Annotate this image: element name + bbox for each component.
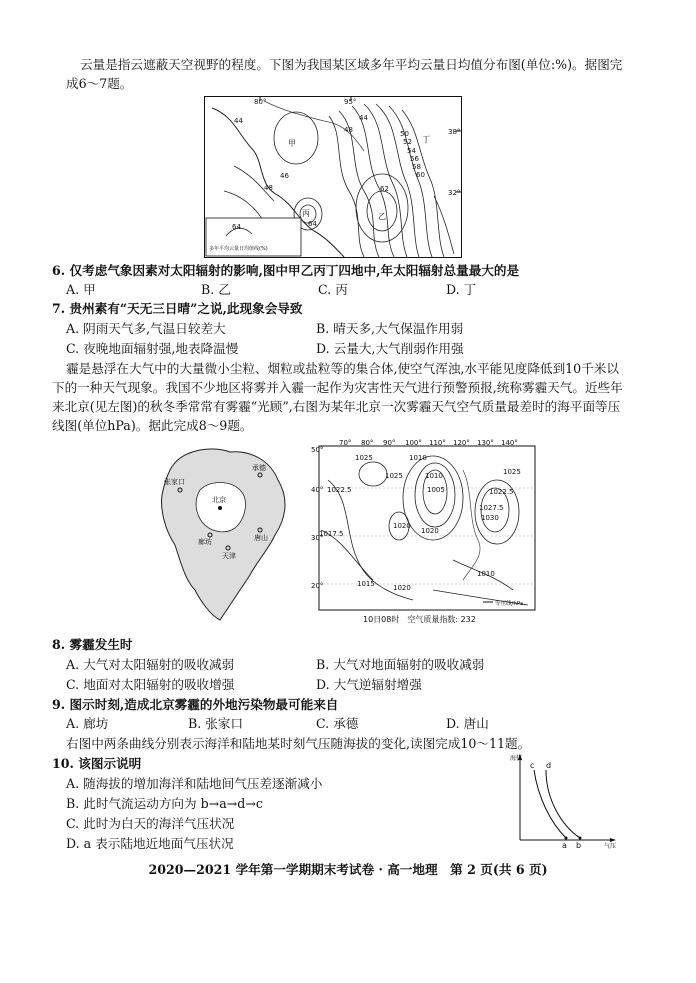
- isobar-label: 1005: [427, 486, 445, 494]
- city-tangshan: 唐山: [254, 534, 268, 542]
- graph-xlabel: 气压: [604, 843, 617, 850]
- q6-option-a[interactable]: A. 甲: [66, 282, 96, 297]
- cloud-cover-map: [204, 96, 462, 258]
- lat-label: 20°: [311, 582, 324, 590]
- q9-option-d[interactable]: D. 唐山: [446, 716, 489, 731]
- place-yi: 乙: [378, 212, 386, 221]
- isoline-label: 58: [412, 163, 421, 171]
- isoline-label: 44: [234, 117, 243, 125]
- isoline-label: 62: [380, 185, 389, 193]
- curve-label-d: d: [546, 761, 552, 770]
- q9-option-c[interactable]: C. 承德: [316, 716, 359, 731]
- isobar-label: 1025: [503, 468, 521, 476]
- place-bing: 丙: [302, 209, 310, 218]
- q8-option-c[interactable]: C. 地面对太阳辐射的吸收增强: [66, 677, 235, 692]
- isobar-label: 1025: [385, 472, 403, 480]
- q6-option-c[interactable]: C. 丙: [318, 282, 348, 297]
- isoline-label: 60: [416, 171, 425, 179]
- isobar-label: 1022.5: [327, 486, 352, 494]
- map-caption: 10日08时 空气质量指数: 232: [363, 615, 476, 624]
- isobar-label: 1010: [477, 570, 495, 578]
- q7-option-d[interactable]: D. 云量大,大气削弱作用强: [316, 341, 464, 356]
- lon-label: 80°: [361, 439, 374, 447]
- q7-option-a[interactable]: A. 阴雨天气多,气温日较差大: [66, 321, 226, 336]
- q7-option-b[interactable]: B. 晴天多,大气保温作用弱: [316, 321, 464, 336]
- city-zhangjiakou: 张家口: [164, 478, 185, 486]
- city-tianjin: 天津: [222, 552, 236, 560]
- lon-label: 140°: [501, 439, 518, 447]
- q6-option-b[interactable]: B. 乙: [201, 282, 231, 297]
- isobar-label: 1015: [357, 580, 375, 588]
- isoline-label: 52: [403, 138, 412, 146]
- q7-option-c[interactable]: C. 夜晚地面辐射强,地表降温慢: [66, 341, 239, 356]
- q6-option-d[interactable]: D. 丁: [446, 282, 477, 297]
- graph-ylabel: 海拔: [510, 755, 523, 762]
- isobar-label: 1010: [409, 454, 427, 462]
- page-footer: 2020—2021 学年第一学期期末考试卷 · 高一地理 第 2 页(共 6 页): [148, 862, 548, 877]
- q8-option-b[interactable]: B. 大气对地面辐射的吸收减弱: [316, 657, 485, 672]
- pressure-altitude-graph: [510, 752, 618, 848]
- beijing-region-map: [150, 440, 300, 624]
- q6-stem: 6. 仅考虑气象因素对太阳辐射的影响,图中甲乙丙丁四地中,年太阳辐射总量最大的是: [52, 263, 520, 278]
- q9-option-b[interactable]: B. 张家口: [188, 716, 244, 731]
- isoline-label: 48: [344, 126, 353, 134]
- isoline-label: 54: [407, 147, 416, 155]
- legend-text: 多年平均云量日均值线(%): [209, 246, 268, 252]
- lat-label: 38°: [448, 128, 461, 136]
- lat-label: 32°: [448, 189, 461, 197]
- isobar-label: 1020: [393, 584, 411, 592]
- q10-option-b[interactable]: B. 此时气流运动方向为 b→a→d→c: [66, 796, 263, 811]
- isobar-label: 1025: [355, 454, 373, 462]
- lon-label: 70°: [339, 439, 352, 447]
- isobar-label: 1010: [425, 472, 443, 480]
- place-ding: 丁: [422, 135, 430, 144]
- isobar-label: 1022.5: [489, 488, 514, 496]
- city-beijing: 北京: [212, 496, 226, 504]
- isoline-label: 64: [308, 220, 317, 228]
- intro-paragraph-3: 右图中两条曲线分别表示海洋和陆地某时刻气压随海拔的变化,读图完成10～11题。: [66, 736, 531, 751]
- map-legend: 等压线/hPa: [495, 601, 524, 607]
- isoline-label: 56: [410, 155, 419, 163]
- place-jia: 甲: [288, 139, 296, 148]
- lat-label: 40°: [311, 486, 324, 494]
- isobar-label: 1027.5: [479, 504, 504, 512]
- lon-label: 100°: [405, 439, 422, 447]
- isoline-label: 50: [400, 130, 409, 138]
- city-chengde: 承德: [252, 464, 266, 472]
- intro-paragraph-2: 霾是悬浮在大气中的大量微小尘粒、烟粒或盐粒等的集合体,使空气浑浊,水平能见度降低到10千米以下的一种天气现象。我国不少地区将雾并入霾一起作为灾害性天气进行预警预报,统称雾霾天气。近些年来北京(见左图)的秋冬季常常有雾霾“光顾”,右图为某年北京一次雾霾天气空气质量最差时的海平面等压线图(单位hPa)。据此完成8～9题。: [52, 361, 623, 433]
- q7-stem: 7. 贵州素有“天无三日晴”之说,此现象会导致: [52, 301, 303, 316]
- isobar-label: 1017.5: [319, 530, 344, 538]
- curve-label-c: c: [530, 761, 535, 770]
- city-langfang: 廊坊: [198, 538, 212, 546]
- isobar-label: 1030: [481, 514, 499, 522]
- legend-value: 64: [232, 223, 241, 231]
- point-label-b: b: [576, 841, 582, 850]
- intro-paragraph-1: 云量是指云遮蔽天空视野的程度。下图为我国某区域多年平均云量日均值分布图(单位:%)。据图完成6～7题。: [66, 57, 623, 91]
- q10-stem: 10. 该图示说明: [52, 756, 142, 771]
- lon-label: 110°: [429, 439, 446, 447]
- q10-option-d[interactable]: D. a 表示陆地近地面气压状况: [66, 836, 234, 851]
- isobar-map: [313, 440, 537, 624]
- point-label-a: a: [562, 841, 567, 850]
- lon-label: 95°: [344, 98, 357, 106]
- lon-label: 130°: [477, 439, 494, 447]
- q8-option-a[interactable]: A. 大气对太阳辐射的吸收减弱: [66, 657, 235, 672]
- q9-stem: 9. 图示时刻,造成北京雾霾的外地污染物最可能来自: [52, 697, 339, 712]
- isobar-label: 1020: [393, 522, 411, 530]
- q10-option-c[interactable]: C. 此时为白天的海洋气压状况: [66, 816, 235, 831]
- isoline-label: 44: [359, 114, 368, 122]
- lon-label: 90°: [383, 439, 396, 447]
- isobar-label: 1020: [421, 527, 439, 535]
- q9-option-a[interactable]: A. 廊坊: [66, 716, 109, 731]
- q8-option-d[interactable]: D. 大气逆辐射增强: [316, 677, 422, 692]
- isoline-label: 46: [280, 172, 289, 180]
- lat-label: 30°: [311, 534, 324, 542]
- lon-label: 80°: [254, 98, 267, 106]
- lat-label: 50°: [311, 446, 324, 454]
- isoline-label: 48: [264, 184, 273, 192]
- q8-stem: 8. 雾霾发生时: [52, 637, 133, 652]
- lon-label: 120°: [453, 439, 470, 447]
- q10-option-a[interactable]: A. 随海拔的增加海洋和陆地间气压差逐渐减小: [66, 776, 323, 791]
